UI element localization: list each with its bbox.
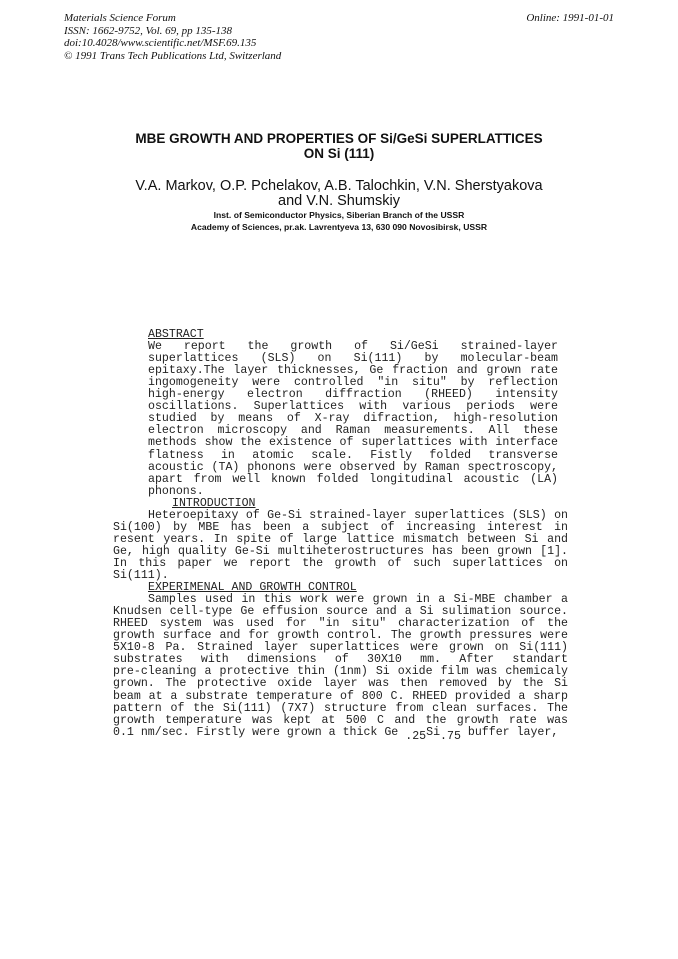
authors (0, 179, 678, 209)
text-span: Si (426, 725, 441, 739)
text-line: Samples used in this work were grown in a Si-MBE chamber a (148, 593, 568, 607)
journal-info (64, 12, 281, 62)
text-line: acoustic (TA) phonons were observed by Raman spectroscopy, (148, 460, 558, 474)
text-line: apart from well known folded longitudinal acoustic (LA) (148, 472, 558, 486)
text-line: electron microscopy and Raman measurements. All these (148, 424, 558, 438)
authors-line: and V.N. Shumskiy (278, 193, 400, 209)
text-line: oscillations. Superlattices with various periods were (148, 400, 558, 414)
section-heading-introduction: INTRODUCTION (172, 496, 256, 510)
online-date: Online: 1991-01-01 (526, 12, 614, 24)
text-line: epitaxy.The layer thicknesses, Ge fraction and grown rate (148, 364, 558, 378)
subscript: .25 (405, 729, 427, 743)
text-line: methods show the existence of superlattices with interface (148, 436, 558, 450)
text-line (113, 725, 568, 743)
text-line: grown. The protective oxide layer was then removed by the Si (113, 677, 568, 691)
text-line: ingomogeneity were controlled "in situ" by reflection (148, 376, 558, 390)
text-line: Heteroepitaxy of Ge-Si strained-layer superlattices (SLS) on (148, 508, 568, 522)
issn: ISSN: 1662-9752, Vol. 69, pp 135-138 (64, 24, 233, 37)
text-line: phonons. (148, 484, 204, 498)
text-line: substrates with dimensions of 30X10 mm. After standart (113, 653, 568, 667)
text-line: Ge, high quality Ge-Si multiheterostructures has been grown [1]. (113, 544, 568, 558)
text-line: We report the growth of Si/GeSi strained-layer (148, 340, 558, 354)
text-line: studied by means of X-ray difraction, high-resolution (148, 412, 558, 426)
text-line: In this paper we report the growth of such superlattices on (113, 556, 568, 570)
text-line: 5X10-8 Pa. Strained layer superlattices were grown on Si(111) (113, 641, 568, 655)
text-line: pre-cleaning a protective thin (1nm) Si oxide film was chemicaly (113, 665, 568, 679)
affiliation-line: Inst. of Semiconductor Physics, Siberian Branch of the USSR (213, 210, 465, 220)
text-line: high-energy electron diffraction (RHEED) intensity (148, 388, 558, 402)
subscript: .75 (440, 729, 461, 743)
text-line: resent years. In spite of large lattice mismatch between Si and (113, 532, 568, 546)
section-heading-experimental: EXPERIMENAL AND GROWTH CONTROL (148, 581, 357, 595)
title-line: MBE GROWTH AND PROPERTIES OF Si/GeSi SUPERLATTICES (135, 131, 543, 146)
text-span: buffer layer, (460, 725, 559, 739)
text-line: RHEED system was used for "in situ" characterization of the (113, 617, 568, 631)
doi: doi:10.4028/www.scientific.net/MSF.69.135 (64, 37, 257, 49)
text-line: flatness in atomic scale. Fistly folded transverse (148, 448, 558, 462)
authors-line: V.A. Markov, O.P. Pchelakov, A.B. Talochkin, V.N. Sherstyakova (135, 178, 543, 194)
text-span: 0.1 nm/sec. Firstly were grown a thick Ge (113, 725, 399, 739)
title-line: ON Si (111) (303, 146, 375, 161)
text-line: pattern of the Si(111) (7X7) structure from clean surfaces. The (113, 701, 568, 715)
text-line: Si(100) by MBE has been a subject of increasing interest in (113, 520, 568, 534)
text-line: superlattices (SLS) on Si(111) by molecular-beam (148, 352, 558, 366)
text-line: beam at a substrate temperature of 800 C. RHEED provided a sharp (113, 689, 568, 703)
section-heading-abstract: ABSTRACT (148, 328, 204, 341)
text-line: Knudsen cell-type Ge effusion source and a Si sulimation source. (113, 605, 568, 619)
text-line: growth temperature was kept at 500 C and the growth rate was (113, 713, 568, 727)
affiliation-line: Academy of Sciences, pr.ak. Lavrentyeva 13, 630 090 Novosibirsk, USSR (190, 222, 488, 232)
journal-name: Materials Science Forum (64, 12, 176, 24)
affiliation (0, 209, 678, 233)
paper-title (0, 131, 678, 161)
text-line: growth surface and for growth control. The growth pressures were (113, 629, 568, 643)
text-line: Si(111). (113, 569, 169, 582)
copyright: © 1991 Trans Tech Publications Ltd, Switzerland (64, 49, 282, 62)
